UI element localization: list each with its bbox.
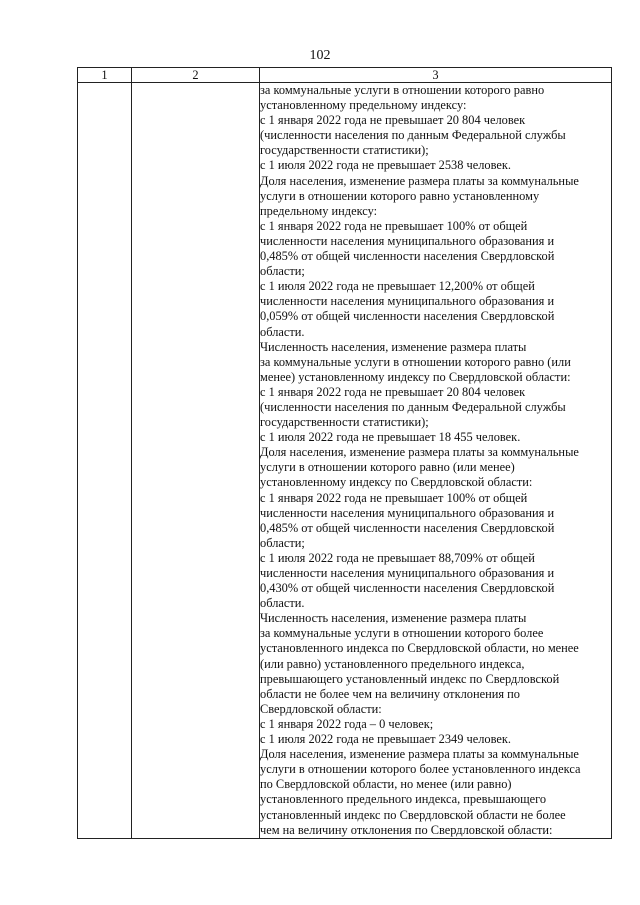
text-line: услуги в отношении которого равно (или менее) [260, 460, 515, 475]
page-number: 102 [309, 48, 331, 63]
text-line: с 1 января 2022 года не превышает 100% от общей [260, 490, 528, 505]
text-line: за коммунальные услуги в отношении которого равно (или [260, 354, 571, 369]
text-line: установленного индекса по Свердловской области, но менее [260, 641, 579, 656]
text-line: (численности населения по данным Федеральной службы [260, 128, 566, 143]
text-line: области не более чем на величину отклонения по [260, 686, 520, 701]
text-line: Свердловской области: [260, 701, 382, 716]
text-line: государственности статистики); [260, 143, 429, 158]
text-line: государственности статистики); [260, 415, 429, 430]
table-header-row [78, 68, 612, 83]
text-line: (численности населения по данным Федеральной службы [260, 399, 566, 414]
column-1-cell [78, 83, 132, 839]
column-header-2: 2 [132, 68, 260, 83]
text-line: 0,059% от общей численности населения Свердловской [260, 309, 555, 324]
text-line: Доля населения, изменение размера платы за коммунальные [260, 445, 579, 460]
text-line: Доля населения, изменение размера платы за коммунальные [260, 747, 579, 762]
text-line: установленный индекс по Свердловской области не более [260, 807, 566, 822]
text-line: Численность населения, изменение размера платы [260, 339, 527, 354]
text-line: численности населения муниципального образования и [260, 294, 555, 309]
text-line: с 1 июля 2022 года не превышает 2538 человек. [260, 158, 512, 173]
document-table [77, 67, 612, 839]
column-3-cell [260, 83, 612, 839]
text-line: менее) установленному индексу по Свердловской области: [260, 369, 571, 384]
text-line: (или равно) установленного предельного индекса, [260, 656, 525, 671]
text-line: с 1 июля 2022 года не превышает 18 455 человек. [260, 430, 521, 445]
text-line: установленному индексу по Свердловской области: [260, 475, 533, 490]
text-line: за коммунальные услуги в отношении которого равно [260, 83, 545, 97]
text-line: услуги в отношении которого равно установленному [260, 188, 540, 203]
column-3-text [260, 83, 611, 838]
text-line: с 1 января 2022 года не превышает 20 804 человек [260, 113, 526, 128]
text-line: Численность населения, изменение размера платы [260, 611, 527, 626]
text-line: 0,485% от общей численности населения Свердловской [260, 249, 555, 264]
text-line: с 1 января 2022 года – 0 человек; [260, 716, 434, 731]
text-line: численности населения муниципального образования и [260, 233, 555, 248]
text-line: области; [260, 264, 305, 279]
text-line: превышающего установленный индекс по Свердловской [260, 671, 560, 686]
text-line: области; [260, 535, 305, 550]
text-line: численности населения муниципального образования и [260, 566, 555, 580]
column-header-1: 1 [78, 68, 132, 83]
column-2-cell [132, 83, 260, 839]
text-line: области. [260, 596, 305, 611]
text-line: установленного предельного индекса, превышающего [260, 792, 547, 807]
column-header-3: 3 [260, 68, 612, 83]
text-line: с 1 января 2022 года не превышает 20 804 человек [260, 384, 526, 399]
text-line: чем на величину отклонения по Свердловской области: [260, 822, 553, 837]
text-line: 0,430% от общей численности населения Свердловской [260, 581, 555, 596]
text-line: за коммунальные услуги в отношении которого более [260, 626, 544, 641]
text-line: предельному индексу: [260, 203, 378, 218]
text-line: области. [260, 324, 305, 339]
text-line: с 1 июля 2022 года не превышает 2349 человек. [260, 732, 512, 747]
text-line: Доля населения, изменение размера платы за коммунальные [260, 173, 579, 188]
text-line: с 1 июля 2022 года не превышает 88,709% от общей [260, 550, 535, 565]
text-line: по Свердловской области, но менее (или равно) [260, 777, 512, 792]
table-row [78, 83, 612, 839]
text-line: с 1 июля 2022 года не превышает 12,200% от общей [260, 279, 535, 294]
text-line: 0,485% от общей численности населения Свердловской [260, 520, 555, 535]
text-line: численности населения муниципального образования и [260, 505, 555, 520]
text-line: услуги в отношении которого более установленного индекса [260, 762, 581, 777]
text-line: с 1 января 2022 года не превышает 100% от общей [260, 218, 528, 233]
text-line: установленному предельному индексу: [260, 98, 467, 113]
